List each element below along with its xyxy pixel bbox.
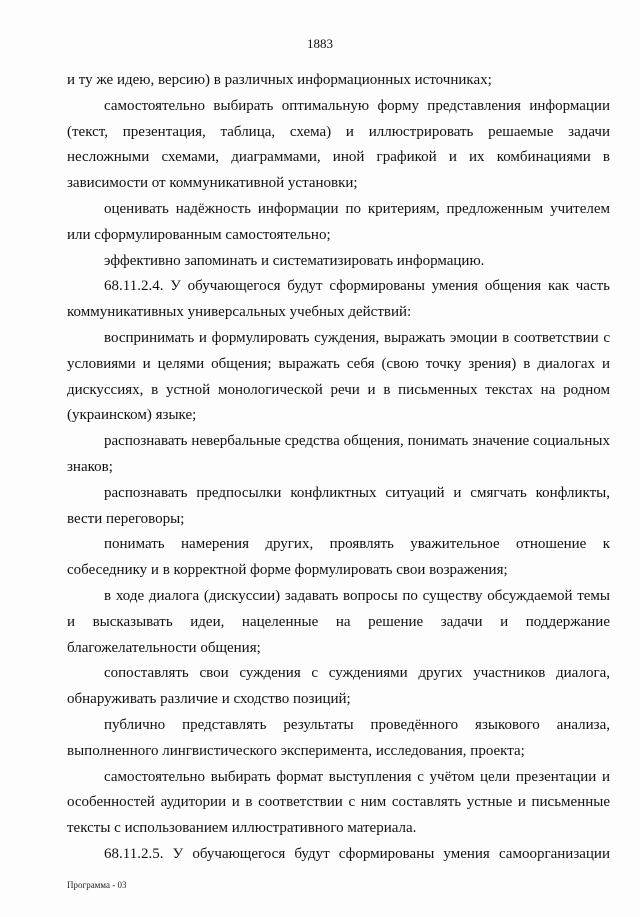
paragraph: распознавать предпосылки конфликтных ситуаций и смягчать конфликты, вести переговоры; <box>67 484 610 527</box>
paragraph: самостоятельно выбирать формат выступления с учётом цели презентации и особенностей аудитории и в соответствии с ним составлять устные и письменные тексты с использованием иллюстративного материала. <box>67 768 610 837</box>
paragraph: эффективно запоминать и систематизировать информацию. <box>104 252 485 269</box>
paragraph: в ходе диалога (дискуссии) задавать вопросы по существу обсуждаемой темы и высказывать идеи, нацеленные на решение задачи и поддержание благожелательности общения; <box>67 587 610 656</box>
page-number: 1883 <box>307 36 333 51</box>
paragraph: понимать намерения других, проявлять уважительное отношение к собеседнику и в корректной форме формулировать свои возражения; <box>67 536 610 579</box>
paragraph: воспринимать и формулировать суждения, выражать эмоции в соответствии с условиями и целями общения; выражать себя (свою точку зрения) в диалогах и дискуссиях, в устной монологической речи и в письменных текстах на родном (украинском) языке; <box>67 329 610 424</box>
paragraph: публично представлять результаты проведённого языкового анализа, выполненного лингвистического эксперимента, исследования, проекта; <box>67 716 610 759</box>
footer-label: Программа - 03 <box>67 880 127 890</box>
paragraph: сопоставлять свои суждения с суждениями других участников диалога, обнаруживать различие и сходство позиций; <box>67 665 610 708</box>
paragraph: самостоятельно выбирать оптимальную форму представления информации (текст, презентация, таблица, схема) и иллюстрировать решаемые задачи несложными схемами, диаграммами, иной графикой и их комбинациями в зависимости от коммуникативной установки; <box>67 97 610 192</box>
paragraph: распознавать невербальные средства общения, понимать значение социальных знаков; <box>67 433 610 475</box>
paragraph: 68.11.2.5. У обучающегося будут сформированы умения самоорганизации <box>104 845 610 862</box>
paragraph: оценивать надёжность информации по критериям, предложенным учителем или сформулированным самостоятельно; <box>67 200 610 243</box>
paragraph: 68.11.2.4. У обучающегося будут сформированы умения общения как часть коммуникативных универсальных учебных действий: <box>67 278 610 321</box>
paragraph: и ту же идею, версию) в различных информационных источниках; <box>67 72 492 88</box>
body-text <box>67 68 610 868</box>
